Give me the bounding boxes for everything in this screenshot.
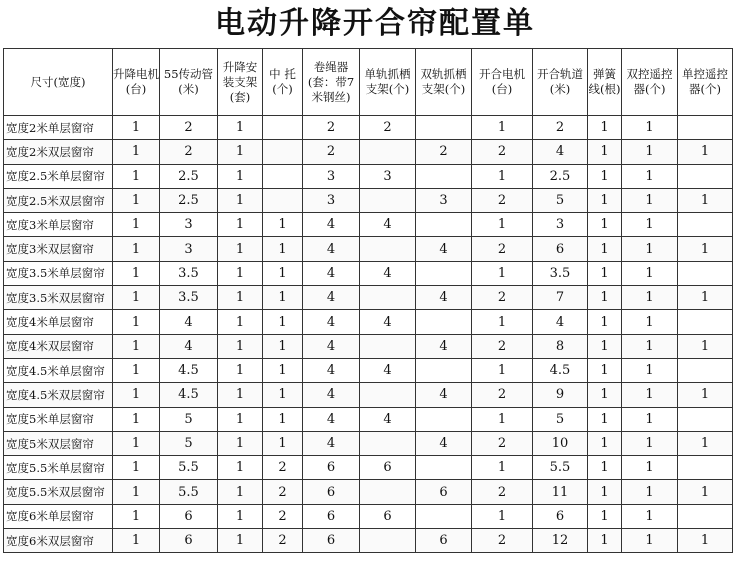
column-header: 开合轨道(米): [533, 49, 588, 116]
table-cell: 4: [360, 310, 416, 334]
table-row: [4, 286, 733, 310]
table-cell: 3: [160, 213, 218, 237]
table-cell: 1: [588, 456, 622, 480]
table-cell: 1: [588, 188, 622, 212]
table-cell: 5.5: [160, 480, 218, 504]
table-row: [4, 407, 733, 431]
row-label-cell: 宽度4.5米双层窗帘: [4, 383, 113, 407]
table-cell: 2: [360, 116, 416, 140]
table-cell: 2: [472, 188, 533, 212]
table-cell: 1: [263, 261, 303, 285]
table-cell: 4: [416, 431, 472, 455]
table-cell: 1: [218, 164, 263, 188]
row-label-cell: 宽度2.5米单层窗帘: [4, 164, 113, 188]
table-cell: 3.5: [533, 261, 588, 285]
table-row: [4, 164, 733, 188]
table-cell: 1: [622, 480, 678, 504]
table-row: [4, 213, 733, 237]
table-cell: 1: [113, 529, 160, 553]
table-cell: 1: [472, 164, 533, 188]
table-cell: 1: [263, 407, 303, 431]
table-cell: 1: [263, 237, 303, 261]
table-row: [4, 504, 733, 528]
table-cell: 4: [303, 310, 360, 334]
table-cell: 2: [263, 456, 303, 480]
table-cell: [263, 164, 303, 188]
table-cell: 4: [360, 407, 416, 431]
table-cell: [263, 188, 303, 212]
column-header: 单轨抓栖支架(个): [360, 49, 416, 116]
table-cell: 1: [218, 188, 263, 212]
row-label-cell: 宽度4.5米单层窗帘: [4, 358, 113, 382]
table-cell: 4: [416, 334, 472, 358]
table-cell: 6: [360, 504, 416, 528]
table-cell: 1: [218, 529, 263, 553]
table-cell: [416, 213, 472, 237]
table-cell: 1: [113, 213, 160, 237]
column-header: 中 托(个): [263, 49, 303, 116]
table-cell: 1: [218, 334, 263, 358]
table-cell: 5.5: [533, 456, 588, 480]
table-cell: 6: [533, 237, 588, 261]
table-cell: [416, 310, 472, 334]
table-cell: 1: [588, 213, 622, 237]
table-cell: 1: [588, 334, 622, 358]
table-cell: 1: [113, 116, 160, 140]
table-cell: 4: [416, 383, 472, 407]
table-cell: 1: [113, 358, 160, 382]
table-cell: 6: [303, 480, 360, 504]
table-cell: [678, 164, 733, 188]
table-cell: 1: [113, 188, 160, 212]
table-cell: 1: [218, 358, 263, 382]
table-cell: 1: [218, 431, 263, 455]
table-cell: 2: [160, 140, 218, 164]
table-cell: 2: [263, 480, 303, 504]
column-header: 弹簧线(根): [588, 49, 622, 116]
table-cell: 4.5: [160, 358, 218, 382]
table-cell: 1: [622, 431, 678, 455]
table-cell: 1: [472, 116, 533, 140]
table-cell: 1: [113, 261, 160, 285]
table-cell: 1: [113, 237, 160, 261]
table-cell: 5.5: [160, 456, 218, 480]
table-cell: 2: [416, 140, 472, 164]
table-row: [4, 188, 733, 212]
table-cell: 1: [678, 286, 733, 310]
table-cell: 3: [533, 213, 588, 237]
table-cell: 4: [303, 383, 360, 407]
table-cell: 2: [263, 529, 303, 553]
table-cell: 1: [218, 237, 263, 261]
table-cell: 1: [622, 237, 678, 261]
table-cell: 2: [533, 116, 588, 140]
table-cell: 2: [303, 140, 360, 164]
table-cell: 1: [622, 358, 678, 382]
table-cell: 6: [303, 456, 360, 480]
table-row: [4, 334, 733, 358]
table-cell: 1: [678, 188, 733, 212]
table-cell: [678, 504, 733, 528]
table-cell: 4: [303, 407, 360, 431]
table-cell: [678, 116, 733, 140]
table-cell: 9: [533, 383, 588, 407]
table-cell: 1: [588, 261, 622, 285]
table-body: [4, 116, 733, 553]
table-cell: [416, 116, 472, 140]
table-row: [4, 431, 733, 455]
table-cell: 1: [588, 237, 622, 261]
table-cell: 1: [622, 407, 678, 431]
table-cell: 1: [472, 358, 533, 382]
row-label-cell: 宽度5米单层窗帘: [4, 407, 113, 431]
table-cell: 1: [588, 504, 622, 528]
table-cell: 1: [113, 456, 160, 480]
table-cell: 2: [472, 480, 533, 504]
table-cell: [360, 480, 416, 504]
table-cell: [360, 431, 416, 455]
table-cell: 5: [533, 188, 588, 212]
table-cell: [360, 286, 416, 310]
table-cell: 1: [113, 286, 160, 310]
table-cell: [416, 456, 472, 480]
table-cell: 4: [303, 237, 360, 261]
table-cell: 2: [472, 334, 533, 358]
table-cell: 7: [533, 286, 588, 310]
table-cell: 3.5: [160, 261, 218, 285]
table-cell: 1: [622, 334, 678, 358]
table-cell: 1: [113, 504, 160, 528]
table-cell: 1: [113, 310, 160, 334]
row-label-cell: 宽度3.5米单层窗帘: [4, 261, 113, 285]
table-cell: 1: [678, 529, 733, 553]
table-row: [4, 237, 733, 261]
table-cell: 1: [678, 383, 733, 407]
table-cell: 6: [303, 504, 360, 528]
row-label-cell: 宽度5.5米双层窗帘: [4, 480, 113, 504]
table-cell: 1: [472, 504, 533, 528]
table-cell: 3.5: [160, 286, 218, 310]
row-label-cell: 宽度3米双层窗帘: [4, 237, 113, 261]
table-cell: [263, 140, 303, 164]
table-cell: 4: [303, 213, 360, 237]
table-cell: 1: [263, 334, 303, 358]
table-cell: [416, 164, 472, 188]
row-label-cell: 宽度3米单层窗帘: [4, 213, 113, 237]
table-cell: [360, 383, 416, 407]
table-cell: [360, 334, 416, 358]
page-title: 电动升降开合帘配置单: [215, 6, 535, 41]
table-cell: 4: [533, 140, 588, 164]
table-cell: 1: [218, 140, 263, 164]
configuration-table: [3, 48, 733, 553]
column-header: 升降安装支架(套): [218, 49, 263, 116]
table-cell: 1: [218, 213, 263, 237]
row-label-cell: 宽度5米双层窗帘: [4, 431, 113, 455]
column-header: 升降电机(台): [113, 49, 160, 116]
row-label-cell: 宽度2米单层窗帘: [4, 116, 113, 140]
table-cell: 1: [678, 237, 733, 261]
table-cell: [416, 504, 472, 528]
table-cell: 1: [588, 286, 622, 310]
table-cell: [263, 116, 303, 140]
table-cell: 3: [416, 188, 472, 212]
table-cell: [416, 407, 472, 431]
table-cell: 2.5: [533, 164, 588, 188]
row-label-cell: 宽度4米双层窗帘: [4, 334, 113, 358]
table-cell: 2: [160, 116, 218, 140]
table-cell: 2.5: [160, 188, 218, 212]
table-cell: 1: [218, 480, 263, 504]
column-header: 卷绳器(套：带7米钢丝): [303, 49, 360, 116]
table-cell: 1: [588, 116, 622, 140]
table-cell: [678, 310, 733, 334]
table-cell: 1: [263, 358, 303, 382]
table-cell: 1: [218, 116, 263, 140]
table-cell: 1: [113, 407, 160, 431]
table-cell: 1: [622, 456, 678, 480]
table-cell: 4: [533, 310, 588, 334]
table-cell: 6: [416, 529, 472, 553]
table-cell: 1: [622, 504, 678, 528]
table-row: [4, 383, 733, 407]
table-cell: 1: [622, 261, 678, 285]
table-cell: 1: [113, 431, 160, 455]
table-cell: 2: [472, 286, 533, 310]
table-cell: 4: [303, 358, 360, 382]
table-row: [4, 456, 733, 480]
table-cell: 1: [113, 334, 160, 358]
table-row: [4, 480, 733, 504]
table-cell: 2: [472, 529, 533, 553]
table-cell: 4.5: [533, 358, 588, 382]
table-cell: 4: [416, 286, 472, 310]
table-cell: 1: [113, 164, 160, 188]
table-cell: 3: [160, 237, 218, 261]
table-cell: 3: [303, 164, 360, 188]
row-label-cell: 宽度6米单层窗帘: [4, 504, 113, 528]
table-cell: 1: [472, 261, 533, 285]
table-cell: 1: [218, 407, 263, 431]
table-cell: 1: [588, 431, 622, 455]
table-cell: 1: [218, 504, 263, 528]
table-cell: 2: [472, 140, 533, 164]
table-cell: 6: [416, 480, 472, 504]
table-cell: 1: [622, 213, 678, 237]
table-cell: 4: [303, 286, 360, 310]
table-cell: 2.5: [160, 164, 218, 188]
table-cell: 8: [533, 334, 588, 358]
table-cell: 1: [622, 116, 678, 140]
column-header: 双轨抓栖支架(个): [416, 49, 472, 116]
table-cell: 2: [472, 383, 533, 407]
table-cell: 2: [472, 431, 533, 455]
table-row: [4, 310, 733, 334]
table-cell: 3: [360, 164, 416, 188]
table-cell: 1: [678, 480, 733, 504]
table-cell: 1: [472, 213, 533, 237]
table-cell: 1: [218, 261, 263, 285]
row-label-cell: 宽度6米双层窗帘: [4, 529, 113, 553]
table-cell: 2: [472, 237, 533, 261]
table-cell: 1: [622, 140, 678, 164]
table-cell: 1: [588, 383, 622, 407]
table-cell: 1: [113, 383, 160, 407]
table-cell: 1: [472, 456, 533, 480]
table-cell: 1: [622, 529, 678, 553]
table-cell: 1: [263, 286, 303, 310]
table-cell: 1: [678, 431, 733, 455]
table-cell: 1: [263, 213, 303, 237]
table-cell: 5: [160, 407, 218, 431]
column-header-size: 尺寸(宽度): [4, 49, 113, 116]
table-cell: 1: [218, 456, 263, 480]
table-cell: 1: [588, 140, 622, 164]
table-cell: 4.5: [160, 383, 218, 407]
table-cell: 2: [263, 504, 303, 528]
table-cell: 10: [533, 431, 588, 455]
table-row: [4, 116, 733, 140]
table-cell: 4: [416, 237, 472, 261]
table-cell: 4: [360, 358, 416, 382]
row-label-cell: 宽度2米双层窗帘: [4, 140, 113, 164]
table-cell: [360, 529, 416, 553]
table-cell: 6: [303, 529, 360, 553]
table-cell: [678, 358, 733, 382]
table-cell: 1: [622, 164, 678, 188]
column-header: 55传动管(米): [160, 49, 218, 116]
table-cell: 1: [678, 334, 733, 358]
table-row: [4, 140, 733, 164]
table-cell: 1: [678, 140, 733, 164]
table-cell: 1: [588, 164, 622, 188]
table-cell: [678, 407, 733, 431]
table-cell: 4: [160, 310, 218, 334]
table-cell: 1: [263, 431, 303, 455]
table-cell: 4: [360, 213, 416, 237]
table-cell: 1: [588, 358, 622, 382]
column-header: 单控遥控器(个): [678, 49, 733, 116]
table-row: [4, 529, 733, 553]
table-cell: 1: [218, 310, 263, 334]
table-cell: 5: [533, 407, 588, 431]
table-cell: 1: [622, 286, 678, 310]
table-cell: [678, 456, 733, 480]
table-cell: 1: [113, 480, 160, 504]
table-cell: 2: [303, 116, 360, 140]
table-cell: 1: [622, 310, 678, 334]
table-cell: [416, 358, 472, 382]
table-cell: 1: [113, 140, 160, 164]
table-cell: 6: [360, 456, 416, 480]
table-cell: 1: [588, 480, 622, 504]
table-cell: 4: [303, 431, 360, 455]
table-cell: 1: [263, 383, 303, 407]
row-label-cell: 宽度3.5米双层窗帘: [4, 286, 113, 310]
table-cell: [360, 237, 416, 261]
table-cell: [678, 261, 733, 285]
table-cell: 4: [303, 334, 360, 358]
table-cell: 1: [218, 383, 263, 407]
table-cell: 6: [160, 529, 218, 553]
column-header: 双控遥控器(个): [622, 49, 678, 116]
table-cell: 1: [588, 529, 622, 553]
table-cell: 1: [218, 286, 263, 310]
table-cell: [416, 261, 472, 285]
row-label-cell: 宽度2.5米双层窗帘: [4, 188, 113, 212]
table-cell: 4: [303, 261, 360, 285]
table-cell: 1: [472, 310, 533, 334]
row-label-cell: 宽度4米单层窗帘: [4, 310, 113, 334]
header-row: [4, 49, 733, 116]
column-header: 开合电机(台): [472, 49, 533, 116]
table-cell: 1: [622, 383, 678, 407]
table-cell: 1: [588, 407, 622, 431]
table-cell: 4: [160, 334, 218, 358]
row-label-cell: 宽度5.5米单层窗帘: [4, 456, 113, 480]
table-cell: 12: [533, 529, 588, 553]
table-cell: 11: [533, 480, 588, 504]
table-cell: 4: [360, 261, 416, 285]
table-cell: [678, 213, 733, 237]
table-cell: 1: [622, 188, 678, 212]
table-cell: 6: [160, 504, 218, 528]
table-cell: 1: [263, 310, 303, 334]
table-cell: 1: [588, 310, 622, 334]
table-cell: 1: [472, 407, 533, 431]
table-cell: 6: [533, 504, 588, 528]
table-row: [4, 358, 733, 382]
table-cell: 5: [160, 431, 218, 455]
table-cell: 3: [303, 188, 360, 212]
table-cell: [360, 188, 416, 212]
table-row: [4, 261, 733, 285]
table-cell: [360, 140, 416, 164]
